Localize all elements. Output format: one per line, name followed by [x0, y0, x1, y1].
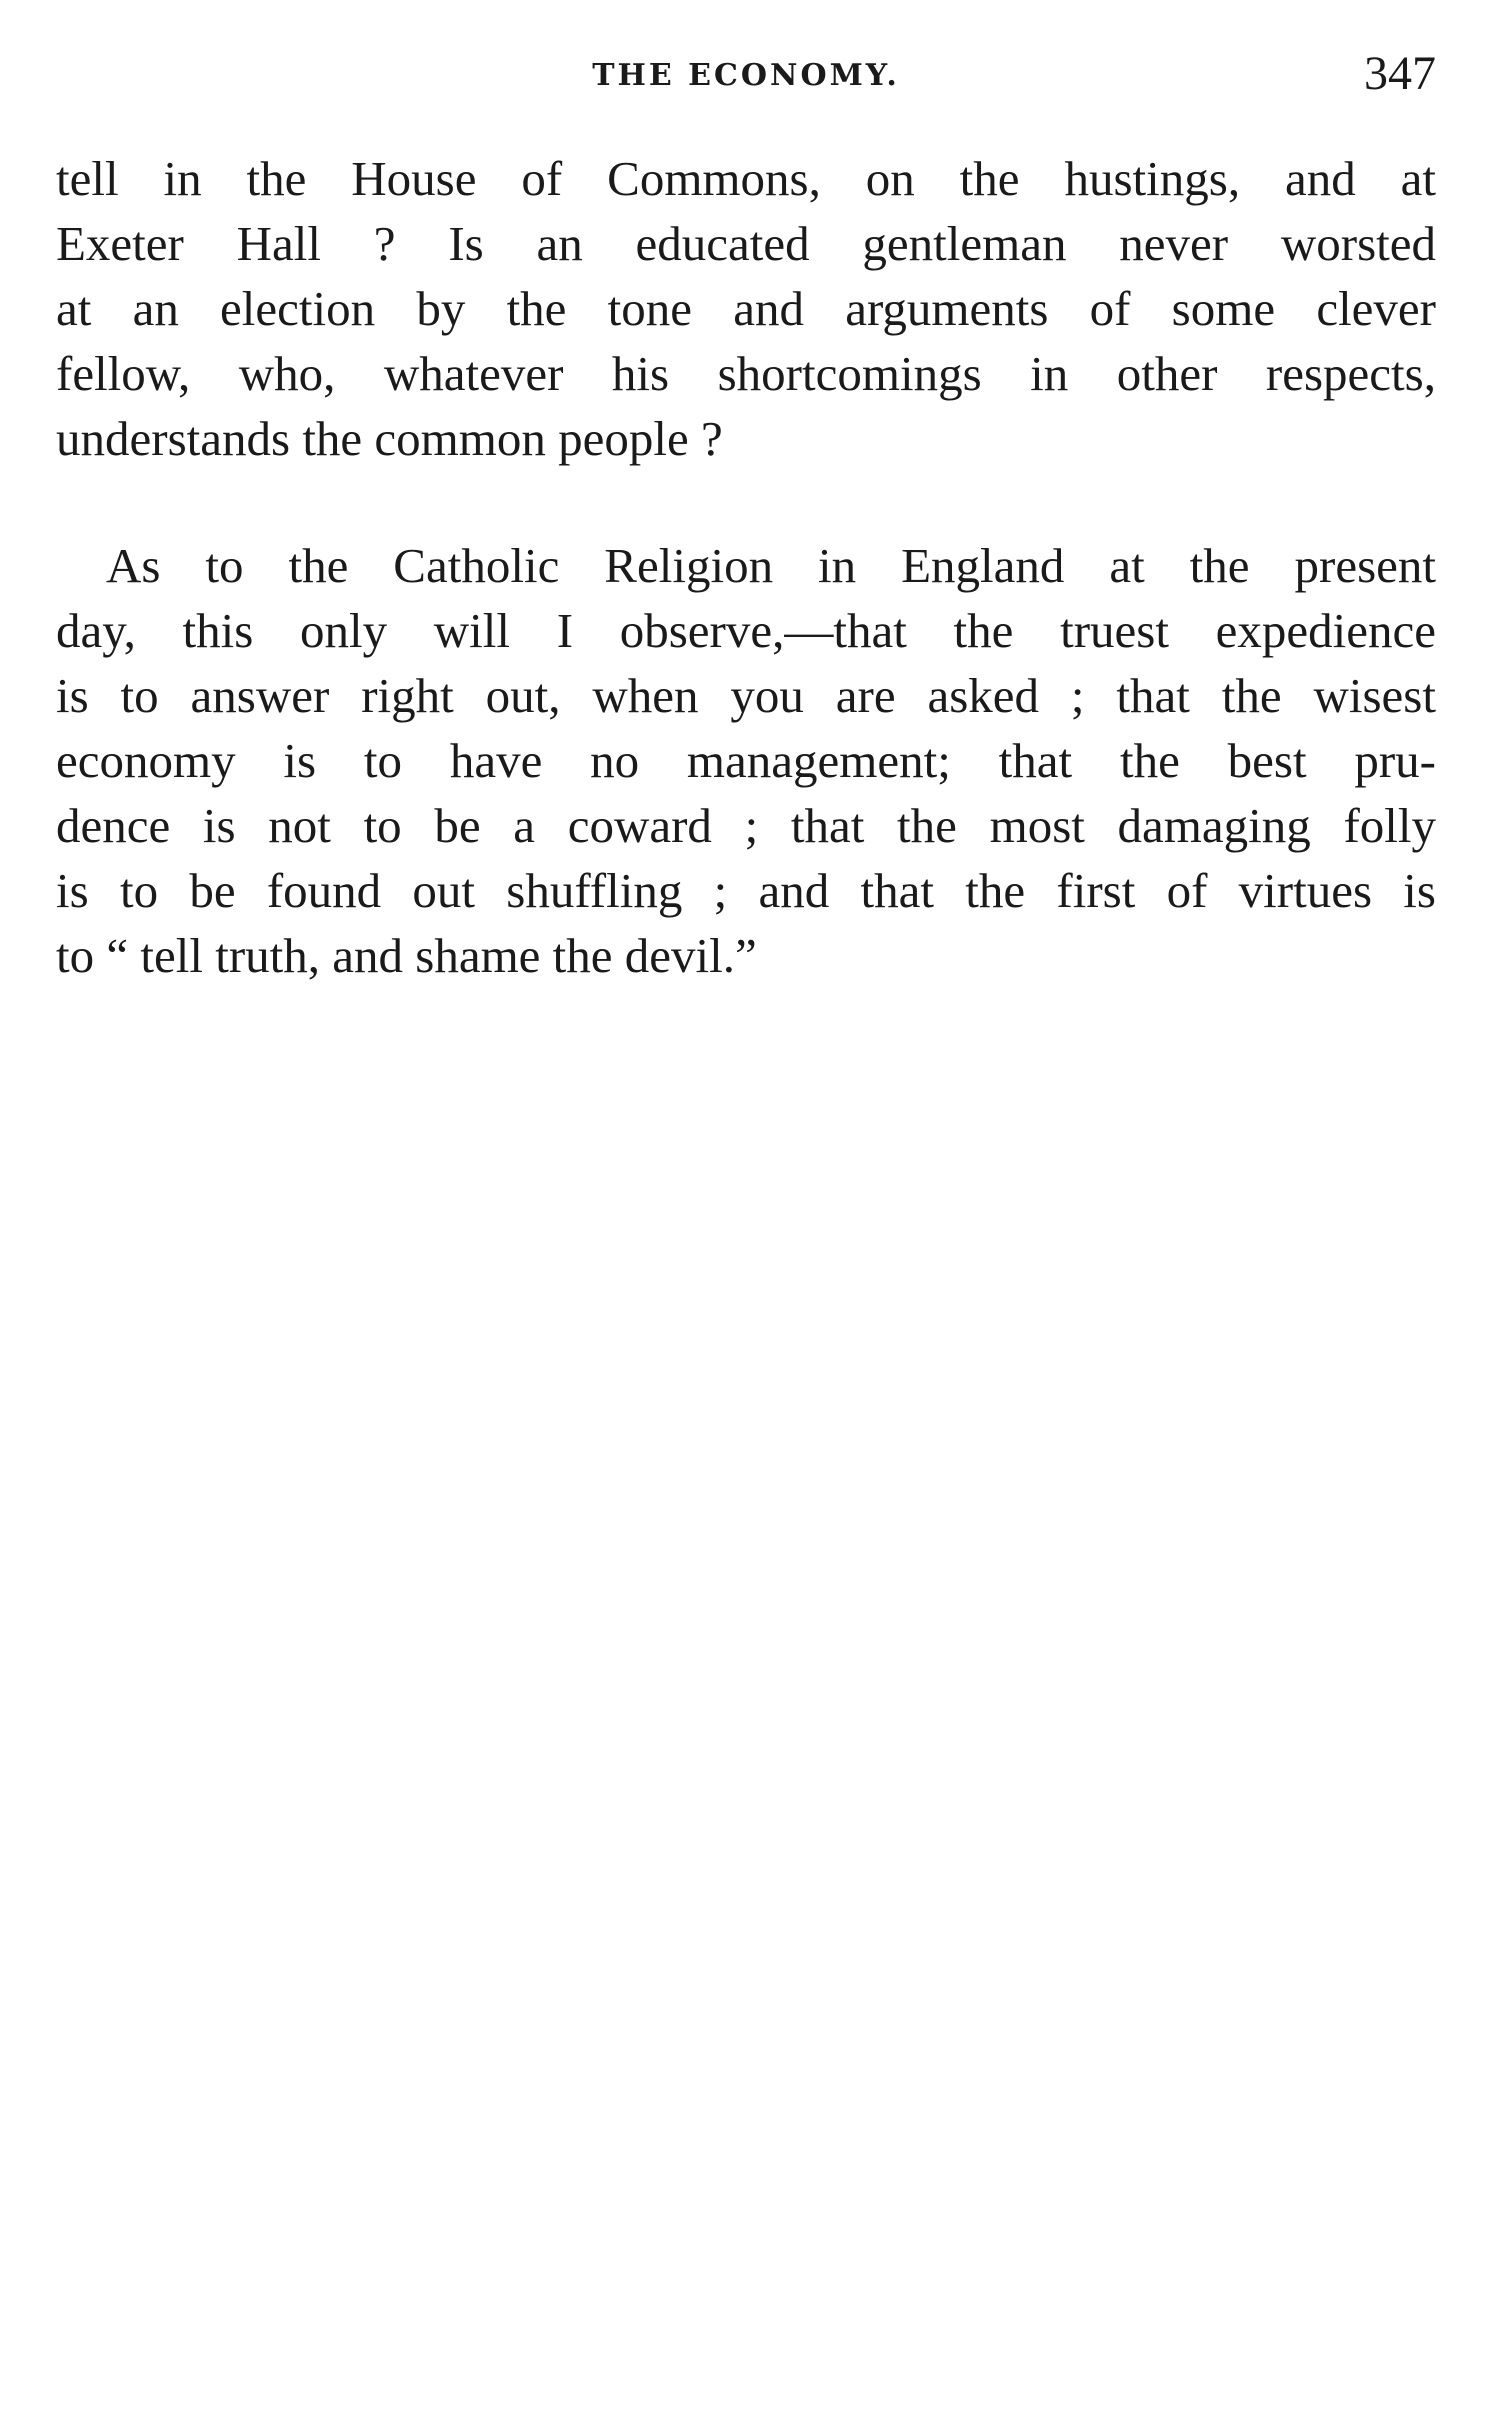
text-line: at an election by the tone and arguments of some clever [56, 281, 1436, 336]
text-line: is to be found out shuffling ; and that the first of virtues is [56, 863, 1436, 918]
text-line: economy is to have no management; that the best pru- [56, 733, 1436, 788]
text-line: Exeter Hall ? Is an educated gentleman never worsted [56, 216, 1436, 271]
text-line: is to answer right out, when you are asked ; that the wisest [56, 668, 1436, 723]
text-line: fellow, who, whatever his shortcomings in other respects, [56, 346, 1436, 401]
body-text [56, 146, 1436, 988]
running-head [56, 40, 1436, 110]
text-line: dence is not to be a coward ; that the most damaging folly [56, 798, 1436, 853]
text-line: tell in the House of Commons, on the hustings, and at [56, 151, 1436, 206]
paragraph-spacer [56, 471, 1436, 533]
running-head-title: THE ECONOMY. [592, 58, 900, 93]
paragraph-1 [56, 146, 1436, 471]
paragraph-2 [56, 533, 1436, 988]
page-number: 347 [1364, 47, 1436, 100]
text-line: As to the Catholic Religion in England at the present [106, 538, 1436, 593]
text-line: to “ tell truth, and shame the devil.” [56, 928, 757, 983]
text-line: understands the common people ? [56, 411, 723, 466]
text-line: day, this only will I observe,—that the truest expedience [56, 603, 1436, 658]
